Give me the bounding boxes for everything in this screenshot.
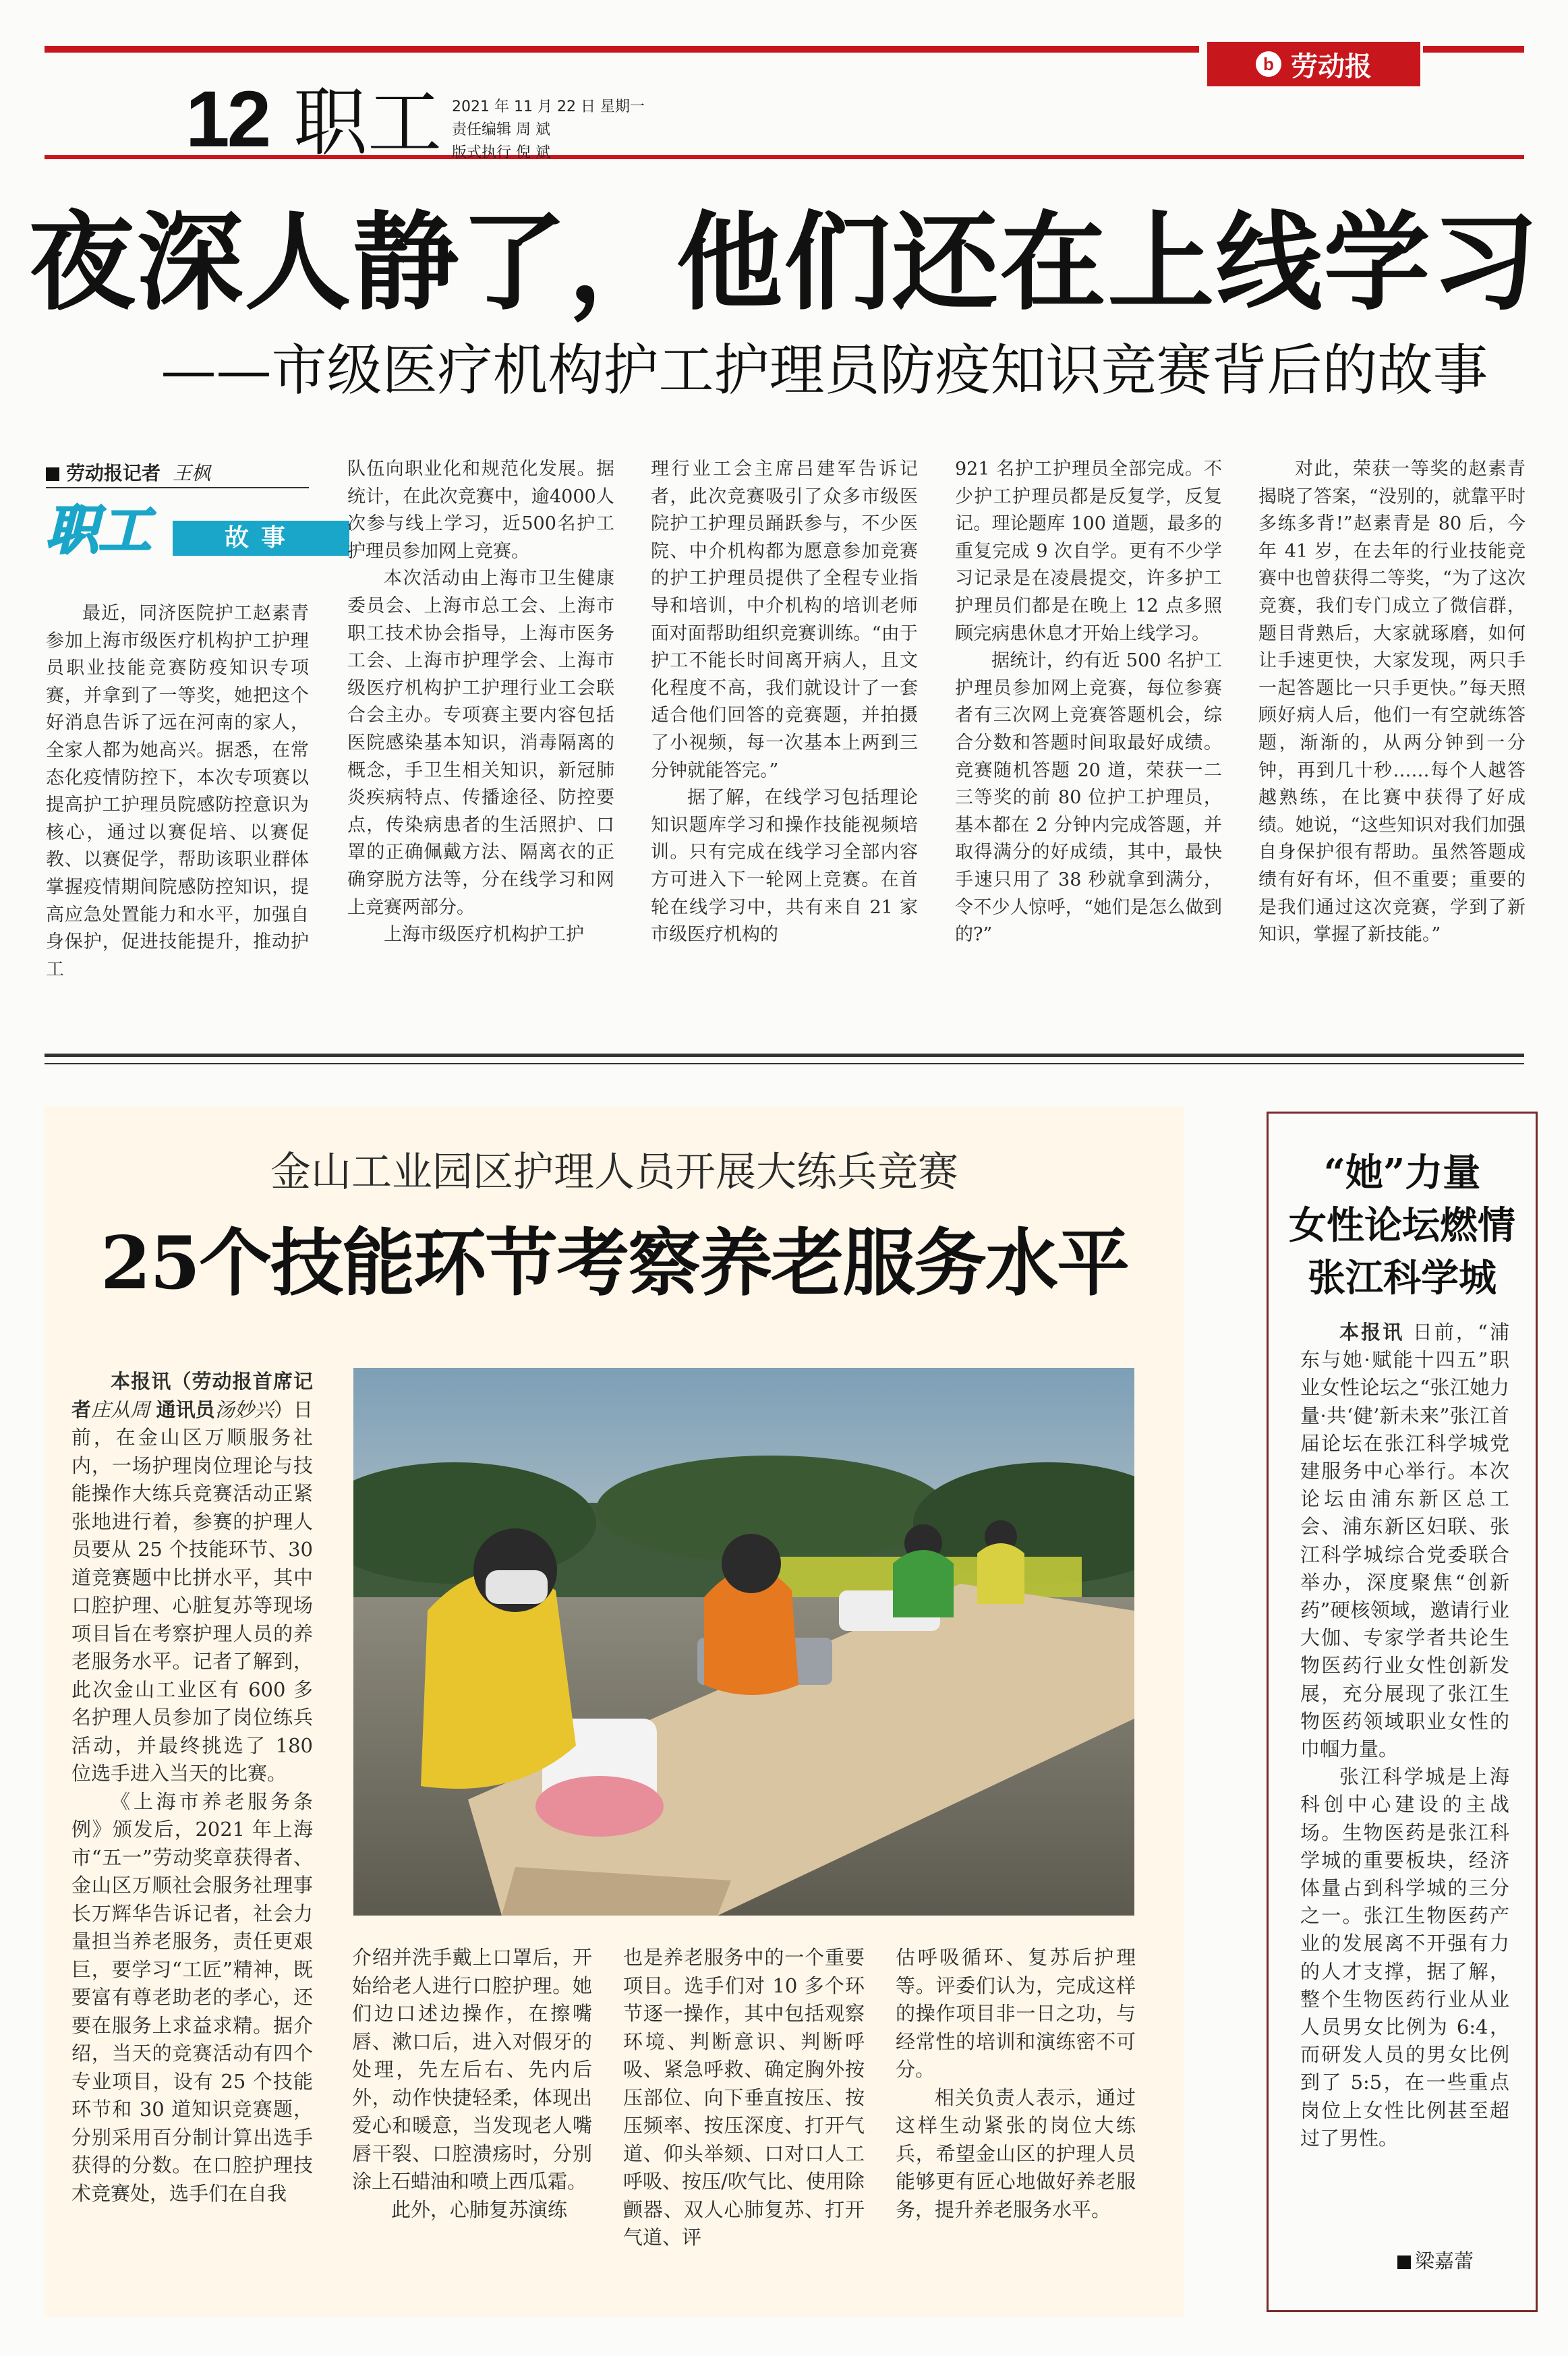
paper-name: 劳动报 <box>1291 50 1372 82</box>
feature-paragraph: 估呼吸循环、复苏后护理等。评委们认为，完成这样的操作项目非一日之功，与经常性的培训和演练密不可分。 <box>896 1946 1136 2081</box>
column-label-big: 职工 <box>46 500 152 561</box>
story-paragraph: 队伍向职业化和规范化发展。据统计，在此次竞赛中，逾4000人次参与线上学习，近500名护工护理员参加网上竞赛。 <box>347 459 614 562</box>
sidebar-paragraph: 张江科学城是上海科创中心建设的主战场。生物医药是张江科学城的重要板块，经济体量占到科学城的三分之一。张江生物医药产业的发展离不开强有力的人才支撑，据了解，整个生物医药行业从业人员男女比例为 6:4，而研发人员的男女比例到了 5:5，在一些重点岗位上女性比例甚至超过了男性。 <box>1300 1765 1509 2150</box>
column-label-small: 故事 <box>173 521 349 556</box>
feature-lead-label: 本报讯（劳动报首席记者 <box>71 1370 313 1421</box>
feature-paragraph: ）日前，在金山区万顺服务社内，一场护理岗位理论与技能操作大练兵竞赛活动正紧张地进行着，参赛的护理人员要从 25 个技能环节、30 道竞赛题中比拼水平，其中口腔护理、心脏复苏等现场项目旨在考察护理人员的养老服务水平。记者了解到，此次金山工业区有 600 多名护理人员参加了岗位练兵活动，并最终挑选了 180 位选手进入当天的比赛。 <box>71 1398 313 1785</box>
sidebar-lead-paragraph <box>1300 1319 1509 1763</box>
feature-lead-label-2: 通讯员 <box>156 1398 215 1421</box>
byline-square-icon <box>46 467 59 481</box>
story-paragraph: 理行业工会主席吕建军告诉记者，此次竞赛吸引了众多市级医院护工护理员踊跃参与，不少医院、中介机构都为愿意参加竞赛的护工护理员提供了全程专业指导和培训，中介机构的培训老师面对面帮助组织竞赛训练。“由于护工不能长时间离开病人，且文化程度不高，我们就设计了一套适合他们回答的竞赛题，并拍摄了小视频，每一次基本上两到三分钟就能答完。” <box>651 459 918 781</box>
issue-date: 2021 年 11 月 22 日 星期一 <box>452 98 645 115</box>
feature-column-2 <box>352 1944 592 2224</box>
sidebar-signature <box>1397 2246 1474 2274</box>
sidebar-paragraph: 日前，“浦东与她·赋能十四五”职业女性论坛之“张江她力量·共‘健’新未来”张江首届论坛在张江科学城党建服务中心举行。本次论坛由浦东新区总工会、浦东新区妇联、张江科学城综合党委联合举办，深度聚焦“创新药”硬核领域，邀请行业大伽、专家学者共论生物医药行业女性创新发展，充分展现了张江生物医药领域职业女性的巾帼力量。 <box>1300 1321 1509 1761</box>
main-subheadline: ——市级医疗机构护工护理员防疫知识竞赛背后的故事 <box>161 339 1488 403</box>
feature-column-3 <box>623 1944 865 2252</box>
masthead-meta <box>452 96 645 165</box>
story-column-1 <box>46 600 309 983</box>
signature-name: 梁嘉蕾 <box>1415 2249 1474 2272</box>
column-label <box>46 500 309 561</box>
masthead-top-rule-right <box>1423 46 1524 53</box>
story-paragraph: 据了解，在线学习包括理论知识题库学习和操作技能视频培训。只有完成在线学习全部内容方可进入下一轮网上竞赛。在首轮在线学习中，共有来自 21 家市级医疗机构的 <box>651 787 918 946</box>
section-divider-bottom <box>45 1063 1524 1064</box>
sidebar-title-line-3: 张江科学城 <box>1308 1256 1497 1300</box>
story-column-4 <box>955 456 1222 949</box>
story-paragraph: 对此，荣获一等奖的赵素青揭晓了答案，“没别的，就靠平时多练多背!”赵素青是 80 后，今年 41 岁，在去年的行业技能竞赛中也曾获得二等奖，“为了这次竞赛，我们专门成立了微信群，题目背熟后，大家就琢磨，如何让手速更快，大家发现，两只手一起答题比一只手更快。”每天照顾好病人后，他们一有空就练答题，渐渐的，从两分钟到一分钟，再到几十秒……每个人越答越熟练，在比赛中获得了好成绩。她说，“这些知识对我们加强自身保护很有帮助。虽然答题成绩有好有坏，但不重要；重要的是我们通过这次竞赛，学到了新知识，掌握了新技能。” <box>1258 459 1526 946</box>
responsible-editor: 责任编辑 周 斌 <box>452 121 550 138</box>
signature-square-icon <box>1397 2256 1411 2269</box>
feature-kicker: 金山工业园区护理人员开展大练兵竞赛 <box>270 1149 958 1196</box>
byline-rule <box>46 487 309 488</box>
byline-label: 劳动报记者 <box>66 462 161 484</box>
story-paragraph: 最近，同济医院护工赵素青参加上海市级医疗机构护工护理员职业技能竞赛防疫知识专项赛，并拿到了一等奖，她把这个好消息告诉了远在河南的家人，全家人都为她高兴。据悉，在常态化疫情防控下，本次专项赛以提高护工护理员院感防控意识为核心，通过以赛促培、以赛促教、以赛促学，帮助该职业群体掌握疫情期间院感防控知识，提高应急处置能力和水平，加强自身保护，促进技能提升，推动护工 <box>46 603 309 980</box>
story-byline <box>46 459 210 486</box>
feature-lead-names: 庄从周 <box>91 1398 150 1421</box>
sidebar-column <box>1300 1319 1509 2152</box>
sidebar-lead-label: 本报讯 <box>1339 1321 1405 1344</box>
paper-logo-icon: b <box>1256 51 1281 77</box>
sidebar-title-line-2: 女性论坛燃情 <box>1289 1203 1515 1248</box>
caregiver-competition-photo <box>353 1368 1134 1916</box>
section-name: 职工 <box>293 80 442 166</box>
main-headline: 夜深人静了，他们还在上线学习 <box>28 200 1540 325</box>
sidebar-title <box>1267 1147 1538 1304</box>
story-column-5 <box>1258 456 1526 949</box>
section-divider-top <box>45 1054 1524 1057</box>
sidebar-title-line-1: “她”力量 <box>1323 1151 1481 1195</box>
story-paragraph: 上海市级医疗机构护工护 <box>384 924 584 946</box>
feature-lead-paragraph <box>71 1368 313 1788</box>
byline-name: 王枫 <box>173 462 211 484</box>
feature-lead-names-2: 汤妙兴 <box>214 1398 274 1421</box>
feature-paragraph: 此外，心肺复苏演练 <box>391 2197 568 2221</box>
feature-paragraph: 相关负责人表示，通过这样生动紧张的岗位大练兵，希望金山区的护理人员能够更有匠心地做好养老服务，提升养老服务水平。 <box>896 2086 1136 2221</box>
story-column-3 <box>651 456 918 949</box>
story-paragraph: 据统计，约有近 500 名护工护理员参加网上竞赛，每位参赛者有三次网上竞赛答题机会，综合分数和答题时间取最好成绩。竞赛随机答题 20 道，荣获一二三等奖的前 80 位护工护理员，基本都在 2 分钟内完成答题，并取得满分的好成绩，其中，最快手速只用了 38 秒就拿到满分，令不少人惊呼，“她们是怎么做到的?” <box>955 650 1222 946</box>
feature-paragraph: 介绍并洗手戴上口罩后，开始给老人进行口腔护理。她们边口述边操作，在擦嘴唇、漱口后，进入对假牙的处理，先左后右、先内后外，动作快捷轻柔，体现出爱心和暖意，当发现老人嘴唇干裂、口腔溃疡时，分别涂上石蜡油和喷上西瓜霜。 <box>352 1946 592 2193</box>
feature-title: 25个技能环节考察养老服务水平 <box>100 1221 1129 1306</box>
feature-column-4 <box>896 1944 1136 2224</box>
paper-logo <box>1207 42 1420 86</box>
feature-column-1 <box>71 1368 313 2208</box>
layout-editor: 版式执行 倪 斌 <box>452 144 550 161</box>
feature-photo <box>353 1368 1134 1916</box>
feature-paragraph: 也是养老服务中的一个重要项目。选手们对 10 多个环节逐一操作，其中包括观察环境、判断意识、判断呼吸、紧急呼救、确定胸外按压部位、向下垂直按压、按压频率、按压深度、打开气道、仰头举颏、口对口人工呼吸、按压/吹气比、使用除颤器、双人心肺复苏、打开气道、评 <box>623 1946 865 2249</box>
masthead-top-rule <box>45 46 1199 53</box>
feature-paragraph: 《上海市养老服务条例》颁发后，2021 年上海市“五一”劳动奖章获得者、金山区万顺社会服务社理事长万辉华告诉记者，社会力量担当养老服务，责任更艰巨，要学习“工匠”精神，既要富有尊老助老的孝心，还要在服务上求益求精。据介绍，当天的竞赛活动有四个专业项目，设有 25 个技能环节和 30 道知识竞赛题，分别采用百分制计算出选手获得的分数。在口腔护理技术竞赛处，选手们在自我 <box>71 1789 313 2205</box>
story-paragraph: 本次活动由上海市卫生健康委员会、上海市总工会、上海市职工技术协会指导，上海市医务工会、上海市护理学会、上海市级医疗机构护工护理行业工会联合会主办。专项赛主要内容包括医院感染基本知识，消毒隔离的概念，手卫生相关知识，新冠肺炎疾病特点、传播途径、防控要点，传染病患者的生活照护、口罩的正确佩戴方法、隔离衣的正确穿脱方法等，分在线学习和网上竞赛两部分。 <box>347 568 614 918</box>
story-column-2 <box>347 456 614 949</box>
page-number: 12 <box>185 75 269 164</box>
story-paragraph: 921 名护工护理员全部完成。不少护工护理员都是反复学，反复记。理论题库 100 道题，最多的重复完成 9 次自学。更有不少学习记录是在凌晨提交，许多护工护理员们都是在晚上 12 点多照顾完病患休息才开始上线学习。 <box>955 459 1222 644</box>
